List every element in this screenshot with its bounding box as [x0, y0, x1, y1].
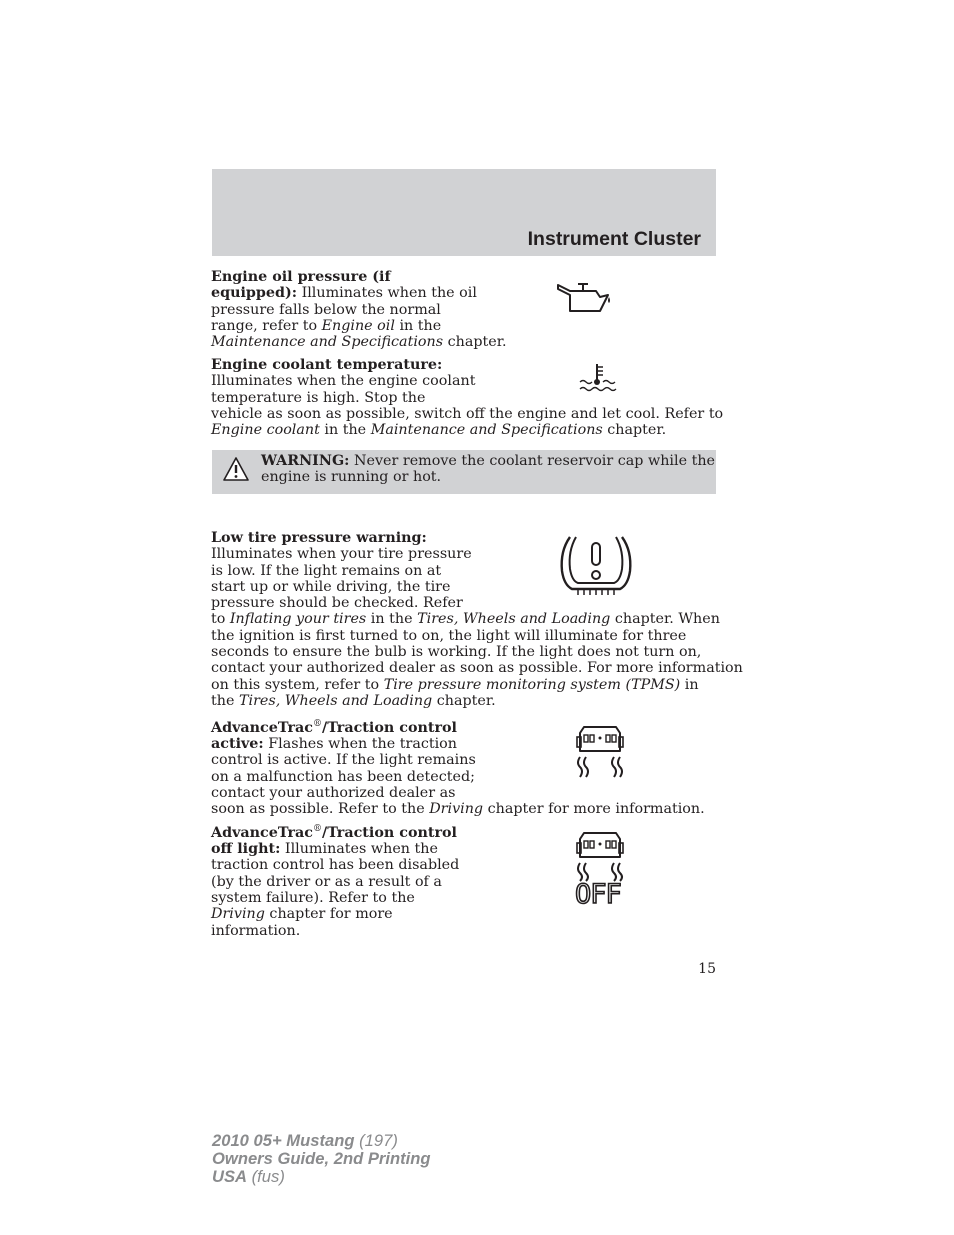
traction-off-text: Illuminates when the: [280, 841, 438, 858]
traction-active-paragraph: [211, 716, 721, 818]
coolant-text: Illuminates when the engine coolant: [211, 373, 476, 390]
traction-off-heading: /Traction control: [321, 824, 457, 841]
coolant-text: in the: [319, 422, 371, 439]
section-header: [212, 169, 716, 256]
registered-mark: ®: [312, 824, 322, 834]
tire-text: in: [680, 676, 699, 693]
traction-off-paragraph: [211, 821, 721, 939]
traction-active-heading-cont: active:: [211, 736, 264, 753]
tire-pressure-paragraph: [211, 530, 743, 709]
tire-text: chapter.: [432, 692, 496, 709]
oil-ref-chapter: Maintenance and Specifications: [211, 334, 444, 351]
tire-text: the ignition is first turned to on, the light will illuminate for three: [211, 627, 687, 644]
oil-pressure-paragraph: [211, 269, 721, 350]
coolant-text: vehicle as soon as possible, switch off the engine and let cool. Refer to: [211, 405, 724, 422]
tire-text: on this system, refer to: [211, 676, 384, 693]
registered-mark: ®: [312, 719, 322, 729]
traction-off-text: traction control has been disabled: [211, 857, 460, 874]
footer: [212, 1132, 431, 1186]
traction-active-ref: Driving: [429, 801, 484, 818]
traction-active-text: soon as possible. Refer to the: [211, 801, 430, 818]
oil-text: range, refer to: [211, 317, 322, 334]
tire-text: is low. If the light remains on at: [211, 562, 442, 579]
warning-text-line: engine is running or hot.: [261, 469, 442, 486]
coolant-paragraph: [211, 357, 724, 439]
warning-text: [261, 453, 715, 486]
tire-text: contact your authorized dealer as soon as possible. For more information: [211, 660, 743, 677]
footer-model: 2010 05+ Mustang: [212, 1131, 355, 1150]
footer-edition: Owners Guide, 2nd Printing: [212, 1149, 431, 1168]
oil-heading: Engine oil pressure (if: [211, 269, 391, 285]
tire-text: start up or while driving, the tire: [211, 578, 451, 595]
tire-text: to: [211, 611, 230, 628]
oil-text: chapter.: [443, 334, 507, 351]
traction-off-ref: Driving: [211, 906, 265, 923]
off-label: OFF: [575, 879, 621, 910]
tire-ref-chapter: Tires, Wheels and Loading: [417, 611, 611, 628]
warning-label: WARNING:: [261, 453, 350, 469]
traction-active-heading: AdvanceTrac: [211, 719, 313, 736]
traction-control-icon: [574, 723, 626, 779]
oil-text: pressure falls below the normal: [211, 301, 441, 318]
footer-model-code: (197): [354, 1131, 398, 1150]
tire-text: Illuminates when your tire pressure: [211, 546, 472, 563]
tire-heading: Low tire pressure warning:: [211, 530, 427, 546]
footer-market-code: (fus): [247, 1167, 285, 1186]
traction-active-text: chapter for more information.: [483, 801, 705, 818]
tire-text: in the: [366, 611, 418, 628]
tire-text: seconds to ensure the bulb is working. If the light does not turn on,: [211, 644, 702, 661]
traction-active-heading: /Traction control: [321, 719, 457, 736]
traction-off-text: information.: [211, 922, 301, 939]
tire-text: pressure should be checked. Refer: [211, 595, 463, 612]
tire-pressure-icon: [556, 533, 636, 599]
page-number: 15: [698, 961, 716, 977]
traction-control-icon: [574, 829, 626, 883]
coolant-heading: Engine coolant temperature:: [211, 357, 443, 373]
oil-text: in the: [394, 317, 442, 334]
section-title: Instrument Cluster: [527, 228, 701, 250]
tire-text: the: [211, 692, 239, 709]
coolant-temperature-icon: [578, 362, 618, 394]
traction-active-text: on a malfunction has been detected;: [211, 768, 475, 785]
oil-heading-cont: equipped):: [211, 285, 298, 302]
coolant-text: temperature is high. Stop the: [211, 389, 426, 406]
traction-active-text: Flashes when the traction: [263, 736, 457, 753]
traction-off-text: chapter for more: [264, 906, 393, 923]
traction-active-text: contact your authorized dealer as: [211, 784, 456, 801]
warning-box: [212, 450, 716, 494]
tire-text: chapter. When: [610, 611, 720, 628]
coolant-text: chapter.: [602, 422, 667, 439]
tire-ref: Tire pressure monitoring system (TPMS): [383, 676, 681, 693]
warning-triangle-icon: [222, 456, 250, 482]
traction-off-text: system failure). Refer to the: [211, 889, 415, 906]
coolant-ref-chapter: Maintenance and Specifications: [370, 422, 603, 439]
traction-off-text: (by the driver or as a result of a: [211, 873, 442, 890]
oil-text: Illuminates when the oil: [297, 285, 477, 302]
traction-off-heading-cont: off light:: [211, 841, 281, 858]
traction-control-off-icon: [574, 829, 626, 913]
oil-can-icon: [556, 281, 612, 315]
warning-text-line: Never remove the coolant reservoir cap while the: [349, 453, 715, 469]
traction-off-heading: AdvanceTrac: [211, 824, 313, 841]
traction-active-text: control is active. If the light remains: [211, 752, 476, 769]
tire-ref: Inflating your tires: [229, 611, 367, 628]
footer-market: USA: [212, 1167, 248, 1186]
oil-ref: Engine oil: [321, 317, 395, 334]
tire-ref-chapter: Tires, Wheels and Loading: [238, 692, 433, 709]
coolant-ref: Engine coolant: [211, 422, 320, 439]
